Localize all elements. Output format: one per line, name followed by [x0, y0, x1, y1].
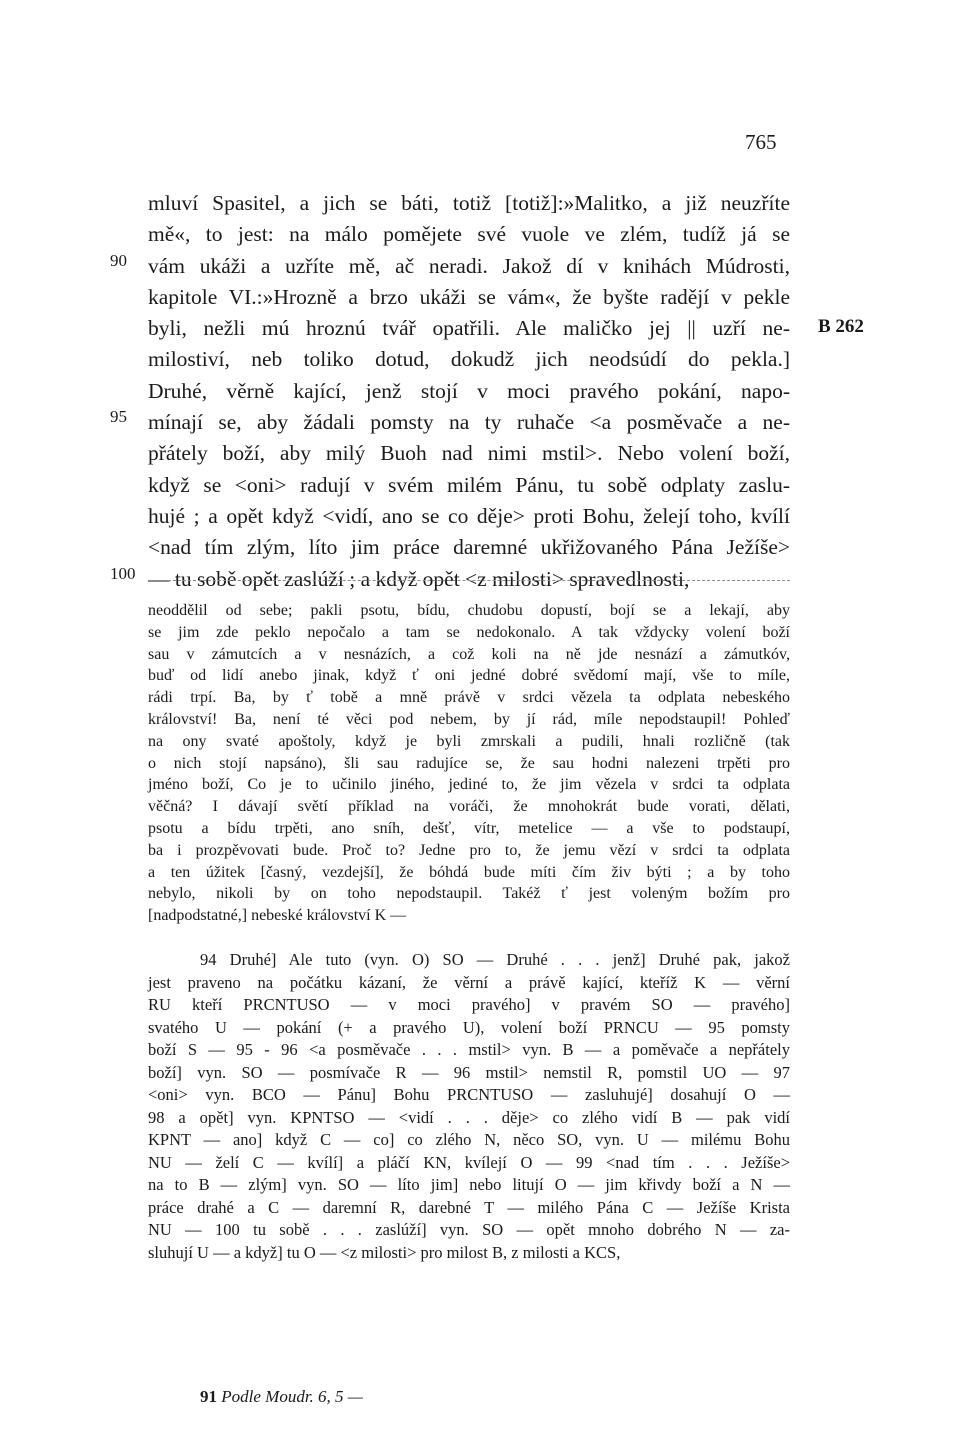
main-text [110, 188, 864, 595]
footnote-line: jméno boží, Co je to učinilo jiného, jediné to, že jim vězela v srdci ta odplata [148, 776, 790, 794]
main-text-line: přátely boží, aby milý Buoh nad nimi mstil>. Nebo volení boží, [148, 441, 790, 466]
apparatus-line: jest praveno na počátku kázaní, že věrní a právě kající, kteříž K — věrní [148, 972, 790, 992]
apparatus-line: NU — 100 tu sobě . . . zaslúží] vyn. SO — opět mnoho dobrého N — za- [148, 1220, 790, 1239]
apparatus-line: RU kteří PRCNTUSO — v moci pravého] v pravém SO — pravého] [148, 995, 790, 1014]
line-number: 95 [110, 407, 127, 427]
apparatus-line: KPNT — ano] když C — co] co zlého N, něco SO, vyn. U — milému Bohu [148, 1130, 790, 1149]
footnote-line: o nich stojí napsáno), šli sau radujíce se, že sau hodni nalezeni trpěti pro [148, 754, 790, 772]
footnote-text [148, 600, 790, 927]
margin-reference: B 262 [818, 316, 864, 338]
main-text-line: hujé ; a opět když <vidí, ano se co děje> proti Bohu, želejí toho, kvílí [148, 503, 790, 528]
critical-apparatus [148, 949, 790, 1264]
line-number: 90 [110, 250, 127, 270]
footnote-line: ba i prozpěvovati bude. Proč to? Jedne pro to, že jemu vězí v srdci ta odplata [148, 841, 790, 859]
apparatus-line: práce drahé a C — daremní R, darebné T — milého Pána C — Ježíše Krista [148, 1197, 790, 1217]
footnote-line: se jim zde peklo nepočalo a tam se nedokonalo. A tak vždycky volení boží [148, 623, 790, 641]
footnote-line: [nadpodstatné,] nebeské království K — [148, 907, 407, 925]
main-text-line: milostiví, neb toliko dotud, dokudž jich neodsúdí do pekla.] [148, 347, 790, 372]
footnote-line: království! Ba, není té věci pod nebem, by jí rád, míle nepodstaupil! Pohleď [148, 710, 790, 728]
divider-rule [148, 580, 790, 581]
main-text-line: mínají se, aby žádali pomsty na ty ruhače <a posměvače a ne- [148, 410, 790, 435]
apparatus-line: boží S — 95 - 96 <a posměvače . . . mstil> vyn. B — a poměvače a nepřátely [148, 1040, 790, 1059]
apparatus-line: NU — želí C — kvílí] a pláčí KN, kvílejí O — 99 <nad tím . . . Ježíše> [148, 1152, 790, 1172]
apparatus-line: 98 a opět] vyn. KPNTSO — <vidí . . . děje> co zlého vidí B — pak vidí [148, 1107, 790, 1127]
apparatus-line: na to B — zlým] vyn. SO — líto jim] nebo litují O — jim křivdy boží a N — [148, 1175, 790, 1194]
bottom-note-number: 91 [200, 1387, 217, 1406]
main-text-line: když se <oni> radují v svém milém Pánu, tu sobě odplaty zaslu- [148, 472, 790, 497]
footnote-line: rádi trpí. Ba, by ť tobě a mně právě v srdci vězela ta odplata nebeského [148, 689, 790, 707]
main-text-line: Druhé, věrně kající, jenž stojí v moci pravého pokání, napo- [148, 378, 790, 403]
footnote-line: sau v zámutcích a v nesnázích, a což koli na ně jde nesnází a zámutkóv, [148, 645, 790, 663]
main-text-line: mluví Spasitel, a jich se báti, totiž [totiž]:»Malitko, a již neuzříte [148, 191, 790, 215]
footnote-line: věčná? I dávají světí příklad na voráči, že mnohokrát bude vorati, dělati, [148, 798, 790, 816]
main-text-line: mě«, to jest: na málo pomějete své vuole ve zlém, tudíž já se [148, 222, 790, 247]
apparatus-line: svatého U — pokání (+ a pravého U), volení boží PRNCU — 95 pomsty [148, 1017, 790, 1037]
main-text-line: kapitole VI.:»Hrozně a brzo ukáži se vám«, že byšte radějí v pekle [148, 284, 790, 309]
footnote-line: buď od lidí anebo jinak, když ť oni jedné dobré svědomí mají, vše to míle, [148, 667, 790, 685]
bottom-note [200, 1387, 363, 1407]
main-text-line: vám ukáži a uzříte mě, ač neradi. Jakož dí v knihách Múdrosti, [148, 253, 790, 278]
footnote-line: neoddělil od sebe; pakli psotu, bídu, chudobu dopustí, bojí se a lekají, aby [148, 602, 790, 619]
main-text-line: — tu sobě opět zaslúží ; a když opět <z milosti> spravedlnosti, [148, 566, 690, 591]
footnote-line: nebylo, nikoli by on toho nepodstaupil. Takéž ť jest voleným božím pro [148, 885, 790, 903]
footnote-line: a ten úžitek [časný, vezdejší], že bóhdá bude míti čím živ býti ; a by toho [148, 863, 790, 881]
line-number: 100 [110, 563, 136, 583]
page-number: 765 [745, 130, 777, 154]
apparatus-line: 94 Druhé] Ale tuto (vyn. O) SO — Druhé . . . jenž] Druhé pak, jakož [200, 950, 790, 969]
footnote-line: na ony svaté apoštoly, když je byli zmrskali a pudili, hnali rozličně (tak [148, 732, 790, 750]
apparatus-line: <oni> vyn. BCO — Pánu] Bohu PRCNTUSO — zasluhujé] dosahují O — [148, 1085, 790, 1104]
main-text-line: byli, nežli mú hroznú tvář opatřili. Ale maličko jej || uzří ne- [148, 316, 790, 341]
main-text-line: <nad tím zlým, líto jim práce daremné ukřižovaného Pána Ježíše> [148, 535, 790, 560]
apparatus-line: boží] vyn. SO — posmívače R — 96 mstil> nemstil R, pomstil UO — 97 [148, 1062, 790, 1082]
bottom-note-text: Podle Moudr. 6, 5 — [221, 1387, 363, 1406]
apparatus-line: sluhují U — a když] tu O — <z milosti> pro milost B, z milosti a KCS, [148, 1242, 621, 1262]
footnote-line: psotu a bídu trpěti, ano sníh, dešť, vítr, metelice — a vše to podstaupí, [148, 819, 790, 837]
